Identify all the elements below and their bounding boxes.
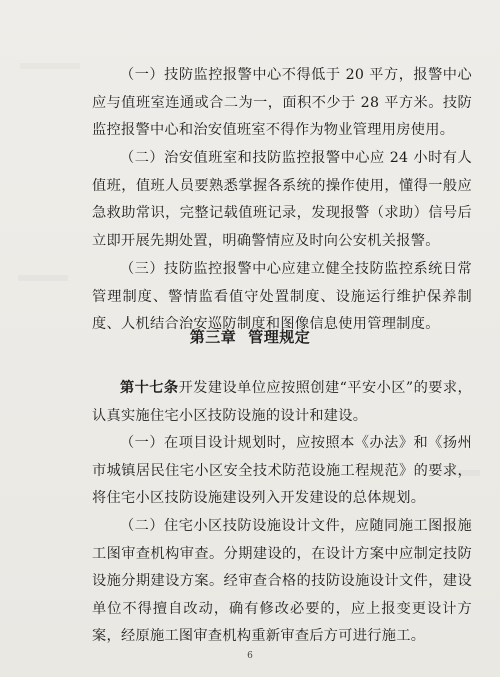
- paragraph-1: （一）技防监控报警中心不得低于 20 平方，报警中心应与值班室连通或合二为一，面积不少于 28 平方米。技防监控报警中心和治安值班室不得作为物业管理用房使用。: [92, 67, 472, 138]
- chapter-number: 第三章: [189, 328, 237, 346]
- article-17: [92, 375, 472, 430]
- paragraph-5: （二）住宅小区技防设施设计文件，应随同施工图报施工图审查机构审查。分期建设的，在设计方案中应制定技防设施分期建设方案。经审查合格的技防设施设计文件，建设单位不得擅自改动，确有修改必要的，应上报变更设计方案，经原施工图审查机构重新审查后方可进行施工。: [92, 518, 472, 644]
- paragraph-2: （二）治安值班室和技防监控报警中心应 24 小时有人值班，值班人员要熟悉掌握各系统的操作使用，懂得一般应急救助常识，完整记载值班记录，发现报警（求助）信号后立即开展先期处置，明确警情应及时向公安机关报警。: [92, 150, 472, 249]
- page-number: 6: [247, 651, 253, 661]
- show-through-mark: [18, 275, 68, 281]
- paragraph-3: （三）技防监控报警中心应建立健全技防监控系统日常管理制度、警情监看值守处置制度、设施运行维护保养制度、人机结合治安巡防制度和图像信息使用管理制度。: [92, 261, 472, 332]
- paragraph-4: （一）在项目设计规划时，应按照本《办法》和《扬州市城镇居民住宅小区安全技术防范设施工程规范》的要求，将住宅小区技防设施建设列入开发建设的总体规划。: [92, 435, 472, 506]
- chapter-title: 管理规定: [248, 328, 311, 346]
- article-text: 开发建设单位应按照创建“平安小区”的要求，认真实施住宅小区技防设施的设计和建设。: [92, 380, 472, 424]
- chapter-heading: [0, 326, 500, 347]
- article-label: 第十七条: [120, 380, 179, 396]
- show-through-mark: [20, 63, 80, 69]
